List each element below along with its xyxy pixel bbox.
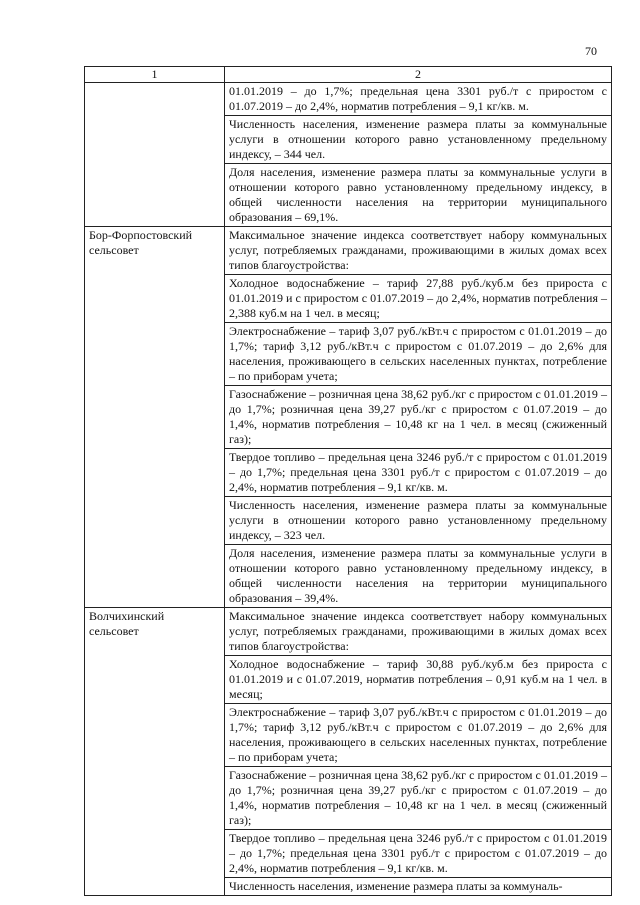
tariff-paragraph: Газоснабжение – розничная цена 38,62 руб./кг с приростом с 01.01.2019 – до 1,7%; розничная цена 39,27 руб./кг с приростом с 01.07.2019 – до 1,4%, норматив потребления – 10,48 кг на 1 чел. в месяц (сжиженный газ); bbox=[225, 766, 611, 829]
municipality-name-line: Волчихинский bbox=[89, 609, 165, 623]
tariff-description-cell bbox=[225, 608, 612, 896]
tariff-description-cell bbox=[225, 227, 612, 608]
tariff-paragraph: Твердое топливо – предельная цена 3246 руб./т с приростом с 01.01.2019 – до 1,7%; предельная цена 3301 руб./т с приростом с 01.07.2019 – до 2,4%, норматив потребления – 9,1 кг/кв. м. bbox=[225, 448, 611, 496]
tariff-description-cell bbox=[225, 83, 612, 227]
table-row bbox=[85, 227, 612, 608]
tariff-paragraph: Холодное водоснабжение – тариф 27,88 руб./куб.м без прироста с 01.01.2019 и с приростом с 01.07.2019 – до 2,4%, норматив потребления – 2,388 куб.м на 1 чел. в месяц; bbox=[225, 274, 611, 322]
table-row bbox=[85, 83, 612, 227]
page-number: 70 bbox=[585, 44, 597, 58]
table-row bbox=[85, 608, 612, 896]
tariff-paragraph: Холодное водоснабжение – тариф 30,88 руб./куб.м без прироста с 01.01.2019 и с 01.07.2019, норматив потребления – 0,91 куб.м на 1 чел. в месяц; bbox=[225, 655, 611, 703]
tariff-paragraph: Численность населения, изменение размера платы за коммуналь- bbox=[225, 877, 611, 895]
tariff-paragraph: Твердое топливо – предельная цена 3246 руб./т с приростом с 01.01.2019 – до 1,7%; предельная цена 3301 руб./т с приростом с 01.07.2019 – до 2,4%, норматив потребления – 9,1 кг/кв. м. bbox=[225, 829, 611, 877]
tariff-paragraph: Максимальное значение индекса соответствует набору коммунальных услуг, потребляемых гражданами, проживающими в жилых домах всех типов благоустройства: bbox=[229, 609, 607, 653]
tariff-paragraph: Доля населения, изменение размера платы за коммунальные услуги в отношении которого равно установленному предельному индексу, в общей численности населения на территории муниципального образования – 69,1%. bbox=[225, 163, 611, 226]
tariff-paragraph: Численность населения, изменение размера платы за коммунальные услуги в отношении которого равно установленному предельному индексу, – 344 чел. bbox=[225, 115, 611, 163]
tariff-paragraph: Доля населения, изменение размера платы за коммунальные услуги в отношении которого равно установленному предельному индексу, в общей численности населения на территории муниципального образования – 39,4%. bbox=[225, 544, 611, 607]
column-header-2: 2 bbox=[225, 67, 612, 83]
tariff-paragraph: Электроснабжение – тариф 3,07 руб./кВт.ч с приростом с 01.01.2019 – до 1,7%; тариф 3,12 руб./кВт.ч с приростом с 01.07.2019 – до 2,6% для населения, проживающего в сельских населенных пунктах, потребление – по приборам учета; bbox=[225, 703, 611, 766]
municipality-name-cell bbox=[85, 83, 225, 227]
municipality-name-line: сельсовет bbox=[89, 624, 139, 638]
tariff-paragraph: Газоснабжение – розничная цена 38,62 руб./кг с приростом с 01.01.2019 – до 1,7%; розничная цена 39,27 руб./кг с приростом с 01.07.2019 – до 1,4%, норматив потребления – 10,48 кг на 1 чел. в месяц (сжиженный газ); bbox=[225, 385, 611, 448]
tariff-table bbox=[84, 66, 612, 896]
tariff-paragraph: Электроснабжение – тариф 3,07 руб./кВт.ч с приростом с 01.01.2019 – до 1,7%; тариф 3,12 руб./кВт.ч с приростом с 01.07.2019 – до 2,6% для населения, проживающего в сельских населенных пунктах, потребление – по приборам учета; bbox=[225, 322, 611, 385]
municipality-name-line: Бор-Форпостовский bbox=[89, 228, 193, 242]
table-header-row bbox=[85, 67, 612, 83]
municipality-name-cell bbox=[85, 227, 225, 608]
tariff-paragraph: 01.01.2019 – до 1,7%; предельная цена 3301 руб./т с приростом с 01.07.2019 – до 2,4%, норматив потребления – 9,1 кг/кв. м. bbox=[229, 84, 607, 113]
tariff-paragraph: Численность населения, изменение размера платы за коммунальные услуги в отношении которого равно установленному предельному индексу, – 323 чел. bbox=[225, 496, 611, 544]
municipality-name-line: сельсовет bbox=[89, 243, 139, 257]
column-header-1: 1 bbox=[85, 67, 225, 83]
tariff-paragraph: Максимальное значение индекса соответствует набору коммунальных услуг, потребляемых гражданами, проживающими в жилых домах всех типов благоустройства: bbox=[229, 228, 607, 272]
municipality-name-cell bbox=[85, 608, 225, 896]
